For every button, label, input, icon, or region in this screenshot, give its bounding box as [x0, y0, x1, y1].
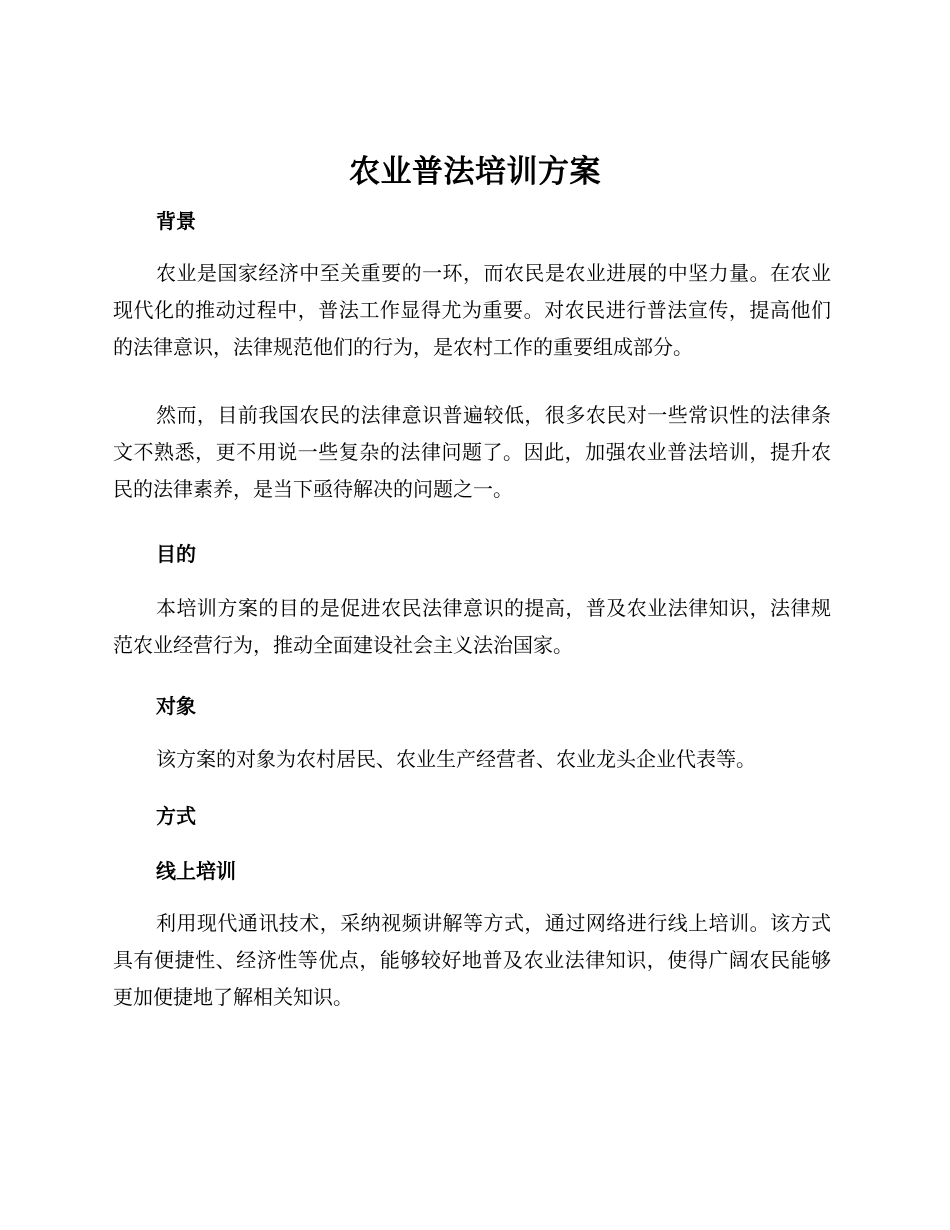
- document-title: 农业普法培训方案: [349, 154, 601, 190]
- section-heading-purpose: 目的: [156, 542, 196, 566]
- section-heading-target: 对象: [156, 694, 196, 718]
- paragraph-background-1: 农业是国家经济中至关重要的一环，而农民是农业进展的中坚力量。在农业现代化的推动过程中，普法工作显得尤为重要。对农民进行普法宣传，提高他们的法律意识，法律规范他们的行为，是农村工作的重要组成部分。: [113, 261, 831, 359]
- paragraph-purpose-1: 本培训方案的目的是促进农民法律意识的提高，普及农业法律知识，法律规范农业经营行为，推动全面建设社会主义法治国家。: [113, 596, 831, 657]
- section-heading-background: 背景: [156, 209, 196, 233]
- paragraph-background-2: 然而，目前我国农民的法律意识普遍较低，很多农民对一些常识性的法律条文不熟悉，更不用说一些复杂的法律问题了。因此，加强农业普法培训，提升农民的法律素养，是当下亟待解决的问题之一。: [113, 403, 831, 501]
- paragraph-target-1: 该方案的对象为农村居民、农业生产经营者、农业龙头企业代表等。: [156, 747, 756, 771]
- section-heading-method: 方式: [156, 804, 196, 828]
- paragraph-online-training-1: 利用现代通讯技术，采纳视频讲解等方式，通过网络进行线上培训。该方式具有便捷性、经济性等优点，能够较好地普及农业法律知识，使得广阔农民能够更加便捷地了解相关知识。: [113, 911, 831, 1009]
- subsection-heading-online-training: 线上培训: [156, 859, 236, 883]
